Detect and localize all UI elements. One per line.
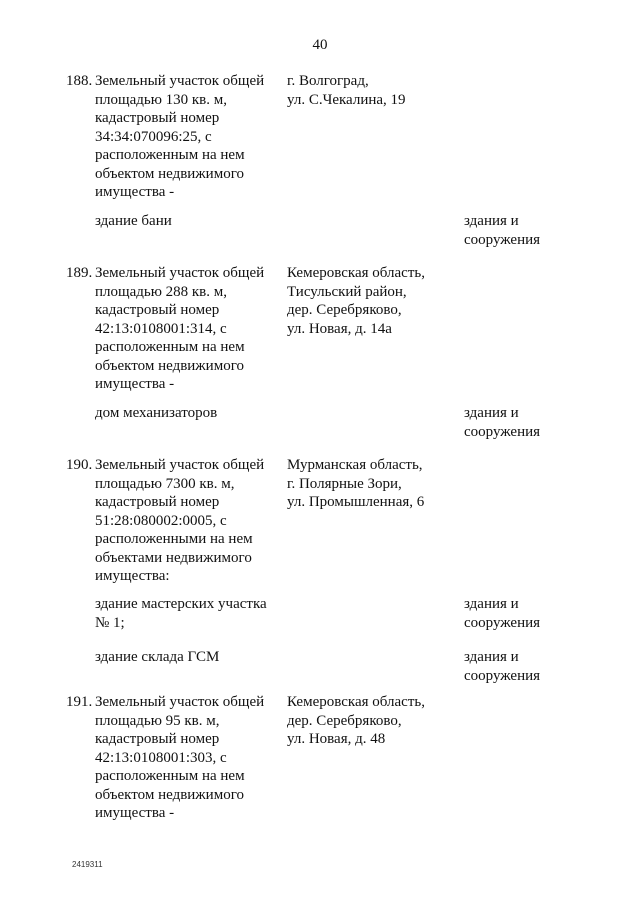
description-line: объектом недвижимого xyxy=(95,786,244,803)
description-line: площадью 95 кв. м, xyxy=(95,712,220,729)
category-line: сооружения xyxy=(464,667,541,684)
category-line: здания и xyxy=(464,405,519,421)
page-number: 40 xyxy=(312,37,328,53)
description-line: кадастровый номер xyxy=(95,302,220,318)
category-line: сооружения xyxy=(464,231,541,248)
address-line: Кемеровская область, xyxy=(287,265,425,281)
description-line: Земельный участок общей xyxy=(95,694,265,710)
entry-address xyxy=(287,456,457,512)
description-line: имущества - xyxy=(95,376,175,392)
entry-address xyxy=(287,264,457,338)
entry-number: 191. xyxy=(66,694,93,710)
description-line: имущества: xyxy=(95,568,170,584)
description-line: объектом недвижимого xyxy=(95,357,244,374)
description-line: Земельный участок общей xyxy=(95,457,265,473)
sub-object-category xyxy=(464,595,574,632)
sub-name-line: здание бани xyxy=(95,213,172,229)
category-line: сооружения xyxy=(464,423,541,440)
sub-name-line: дом механизаторов xyxy=(95,405,218,421)
sub-object-name xyxy=(95,648,280,667)
sub-name-line: здание склада ГСМ xyxy=(95,649,220,665)
sub-object-name xyxy=(95,595,280,632)
entry-description xyxy=(95,693,280,823)
entry-number: 188. xyxy=(66,73,93,89)
description-line: 34:34:070096:25, с xyxy=(95,128,212,145)
category-line: здания и xyxy=(464,213,519,229)
description-line: кадастровый номер xyxy=(95,494,220,510)
description-line: 51:28:080002:0005, с xyxy=(95,512,227,529)
description-line: кадастровый номер xyxy=(95,731,220,747)
entry-number: 190. xyxy=(66,457,93,473)
address-line: Мурманская область, xyxy=(287,457,423,473)
description-line: расположенными на нем xyxy=(95,531,253,547)
description-line: Земельный участок общей xyxy=(95,73,265,89)
sub-object-name xyxy=(95,404,280,423)
address-line: дер. Серебряково, xyxy=(287,302,402,318)
description-line: площадью 288 кв. м, xyxy=(95,283,228,300)
category-line: здания и xyxy=(464,596,519,612)
entry-address xyxy=(287,693,457,749)
description-line: расположенным на нем xyxy=(95,768,245,784)
description-line: 42:13:0108001:314, с xyxy=(95,320,227,337)
address-line: ул. Новая, д. 14а xyxy=(287,320,392,337)
category-line: здания и xyxy=(464,649,519,665)
description-line: имущества - xyxy=(95,184,175,200)
category-line: сооружения xyxy=(464,614,541,631)
description-line: имущества - xyxy=(95,805,175,821)
sub-name-line: здание мастерских участка xyxy=(95,596,267,612)
description-line: объектами недвижимого xyxy=(95,549,252,566)
address-line: ул. С.Чекалина, 19 xyxy=(287,91,406,108)
address-line: Кемеровская область, xyxy=(287,694,425,710)
entry-address xyxy=(287,72,457,109)
description-line: площадью 130 кв. м, xyxy=(95,91,228,108)
description-line: кадастровый номер xyxy=(95,110,220,126)
description-line: расположенным на нем xyxy=(95,147,245,163)
entry-description xyxy=(95,456,280,586)
address-line: дер. Серебряково, xyxy=(287,712,402,729)
address-line: Тисульский район, xyxy=(287,283,407,300)
sub-object-category xyxy=(464,648,574,685)
address-line: ул. Промышленная, 6 xyxy=(287,494,425,510)
entry-number: 189. xyxy=(66,265,93,281)
description-line: расположенным на нем xyxy=(95,339,245,355)
sub-object-name xyxy=(95,212,280,231)
address-line: г. Полярные Зори, xyxy=(287,475,402,492)
address-line: г. Волгоград, xyxy=(287,73,369,89)
description-line: объектом недвижимого xyxy=(95,165,244,182)
sub-object-category xyxy=(464,404,574,441)
entry-description xyxy=(95,264,280,394)
description-line: площадью 7300 кв. м, xyxy=(95,475,235,492)
description-line: 42:13:0108001:303, с xyxy=(95,749,227,766)
document-code: 2419311 xyxy=(72,860,103,869)
sub-object-category xyxy=(464,212,574,249)
address-line: ул. Новая, д. 48 xyxy=(287,731,386,747)
sub-name-line: № 1; xyxy=(95,614,125,631)
entry-description xyxy=(95,72,280,202)
description-line: Земельный участок общей xyxy=(95,265,265,281)
